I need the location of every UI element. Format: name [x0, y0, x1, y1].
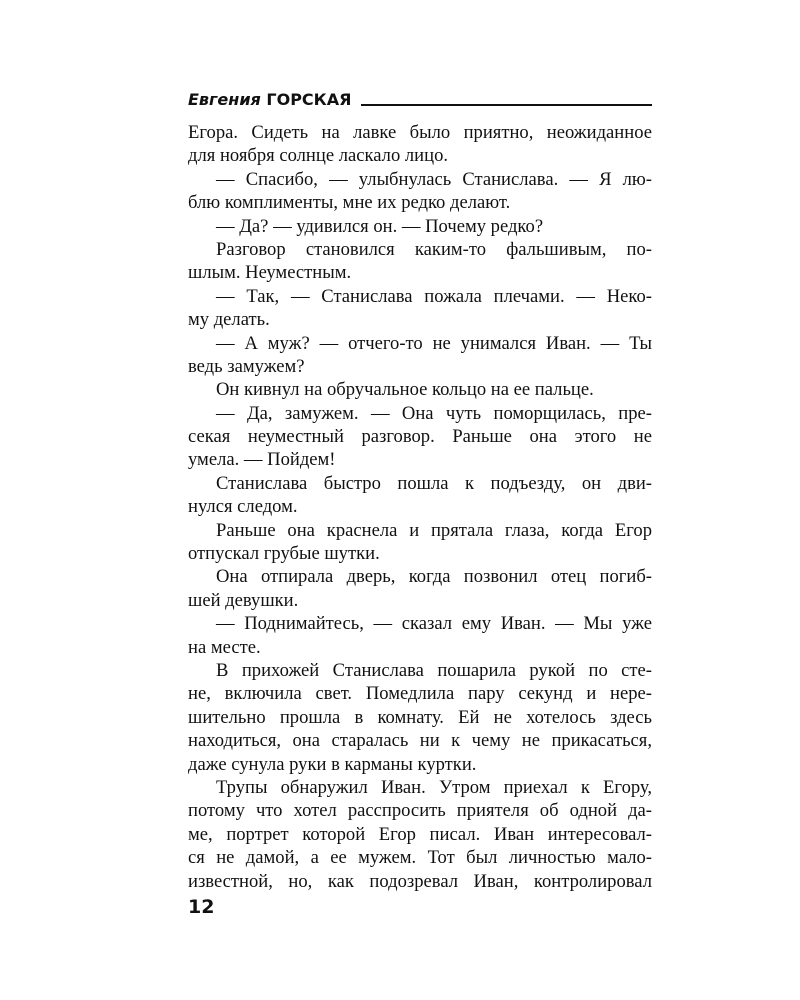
text-line: — Да, замужем. — Она чуть поморщилась, пре- [216, 402, 652, 424]
header-rule [361, 104, 652, 106]
text-line: — Поднимайтесь, — сказал ему Иван. — Мы уже [216, 613, 652, 635]
text-line: ся не дамой, а ее мужем. Тот был личностью мало- [188, 847, 652, 869]
text-line: ме, портрет которой Егор писал. Иван интересовал- [188, 823, 652, 845]
author-first-name: Евгения [188, 90, 261, 109]
text-line: не, включила свет. Помедлила пару секунд и нере- [188, 683, 652, 705]
text-line: потому что хотел расспросить приятеля об одной да- [188, 800, 652, 822]
text-line: Она отпирала дверь, когда позвонил отец погиб- [216, 566, 652, 588]
text-line: ведь замужем? [188, 355, 305, 377]
text-line: Разговор становился каким-то фальшивым, по- [216, 238, 652, 260]
text-line: шей девушки. [188, 589, 299, 611]
text-line: шлым. Неуместным. [188, 262, 352, 284]
page-number: 12 [188, 896, 215, 918]
running-header-author [188, 92, 351, 108]
text-line: на месте. [188, 636, 261, 658]
text-line: умела. — Пойдем! [188, 449, 336, 471]
text-line: секая неуместный разговор. Раньше она этого не [188, 426, 652, 448]
body-text [188, 121, 652, 893]
text-line: Он кивнул на обручальное кольцо на ее пальце. [216, 379, 594, 401]
text-line: — А муж? — отчего-то не унимался Иван. — Ты [216, 332, 652, 354]
text-line: блю комплименты, мне их редко делают. [188, 192, 511, 214]
text-line: известной, но, как подозревал Иван, контролировал [188, 870, 652, 892]
author-last-name: ГОРСКАЯ [266, 90, 352, 109]
text-line: Станислава быстро пошла к подъезду, он дви- [216, 472, 652, 494]
text-line: нулся следом. [188, 496, 298, 518]
text-line: Трупы обнаружил Иван. Утром приехал к Егору, [216, 776, 652, 798]
text-line: му делать. [188, 309, 270, 331]
text-line: — Спасибо, — улыбнулась Станислава. — Я лю- [216, 168, 652, 190]
text-line: Раньше она краснела и прятала глаза, когда Егор [216, 519, 652, 541]
text-line: — Да? — удивился он. — Почему редко? [216, 215, 544, 237]
text-line: В прихожей Станислава пошарила рукой по сте- [216, 659, 652, 681]
text-line: шительно прошла в комнату. Ей не хотелось здесь [188, 706, 652, 728]
text-line: для ноября солнце ласкало лицо. [188, 145, 449, 167]
text-line: Егора. Сидеть на лавке было приятно, неожиданное [188, 122, 652, 143]
text-line: даже сунула руки в карманы куртки. [188, 753, 477, 775]
running-header [188, 84, 652, 108]
text-line: отпускал грубые шутки. [188, 543, 380, 565]
text-line: находиться, она старалась ни к чему не прикасаться, [188, 730, 652, 752]
text-line: — Так, — Станислава пожала плечами. — Неко- [216, 285, 652, 307]
